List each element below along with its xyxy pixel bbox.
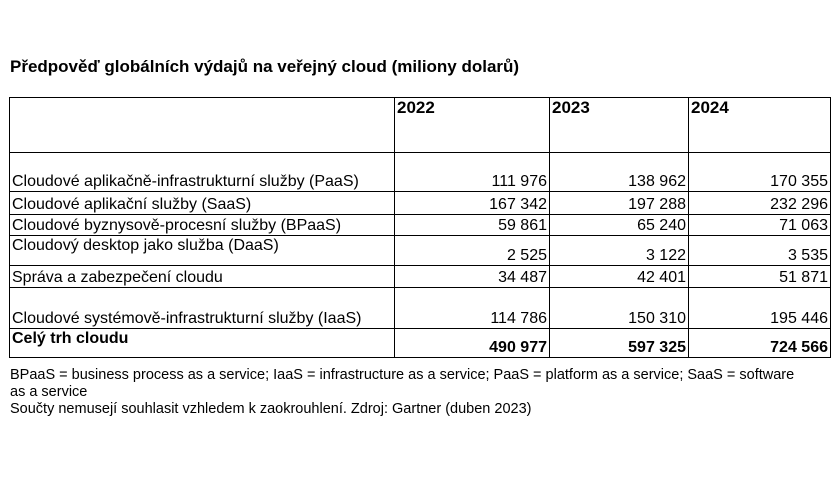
cell-value: 51 871 bbox=[689, 266, 831, 288]
cell-value: 150 310 bbox=[550, 288, 689, 329]
total-value: 490 977 bbox=[395, 329, 550, 358]
cell-value: 114 786 bbox=[395, 288, 550, 329]
cell-value: 111 976 bbox=[395, 153, 550, 192]
table-total-row bbox=[10, 329, 831, 358]
spending-table bbox=[9, 97, 831, 358]
cell-value: 195 446 bbox=[689, 288, 831, 329]
row-label: Cloudové aplikačně-infrastrukturní služby (PaaS) bbox=[10, 153, 395, 192]
total-label: Celý trh cloudu bbox=[10, 329, 395, 358]
table-row bbox=[10, 215, 831, 236]
table-row bbox=[10, 192, 831, 215]
table-row bbox=[10, 153, 831, 192]
source-note: Součty nemusejí souhlasit vzhledem k zaokrouhlení. Zdroj: Gartner (duben 2023) bbox=[10, 401, 532, 417]
cell-value: 232 296 bbox=[689, 192, 831, 215]
cell-value: 59 861 bbox=[395, 215, 550, 236]
table-header-row bbox=[10, 98, 831, 153]
cell-value: 65 240 bbox=[550, 215, 689, 236]
total-value: 597 325 bbox=[550, 329, 689, 358]
cell-value: 42 401 bbox=[550, 266, 689, 288]
cell-value: 2 525 bbox=[395, 236, 550, 266]
total-value: 724 566 bbox=[689, 329, 831, 358]
footnotes bbox=[10, 367, 810, 418]
table-row bbox=[10, 288, 831, 329]
cell-value: 167 342 bbox=[395, 192, 550, 215]
table-row bbox=[10, 266, 831, 288]
row-label: Cloudové byznysově-procesní služby (BPaaS) bbox=[10, 215, 395, 236]
table-row bbox=[10, 236, 831, 266]
row-label: Správa a zabezpečení cloudu bbox=[10, 266, 395, 288]
cell-value: 197 288 bbox=[550, 192, 689, 215]
cell-value: 3 122 bbox=[550, 236, 689, 266]
header-cell-2022: 2022 bbox=[395, 98, 550, 153]
abbreviation-note: BPaaS = business process as a service; IaaS = infrastructure as a service; PaaS = platform as a service; SaaS = software as a service bbox=[10, 367, 795, 400]
header-cell-empty bbox=[10, 98, 395, 153]
header-cell-2024: 2024 bbox=[689, 98, 831, 153]
cell-value: 34 487 bbox=[395, 266, 550, 288]
row-label: Cloudové systémově-infrastrukturní služby (IaaS) bbox=[10, 288, 395, 329]
row-label: Cloudový desktop jako služba (DaaS) bbox=[10, 236, 395, 266]
cell-value: 170 355 bbox=[689, 153, 831, 192]
header-cell-2023: 2023 bbox=[550, 98, 689, 153]
row-label: Cloudové aplikační služby (SaaS) bbox=[10, 192, 395, 215]
cell-value: 138 962 bbox=[550, 153, 689, 192]
cell-value: 71 063 bbox=[689, 215, 831, 236]
cell-value: 3 535 bbox=[689, 236, 831, 266]
page-title: Předpověď globálních výdajů na veřejný cloud (miliony dolarů) bbox=[10, 57, 520, 76]
